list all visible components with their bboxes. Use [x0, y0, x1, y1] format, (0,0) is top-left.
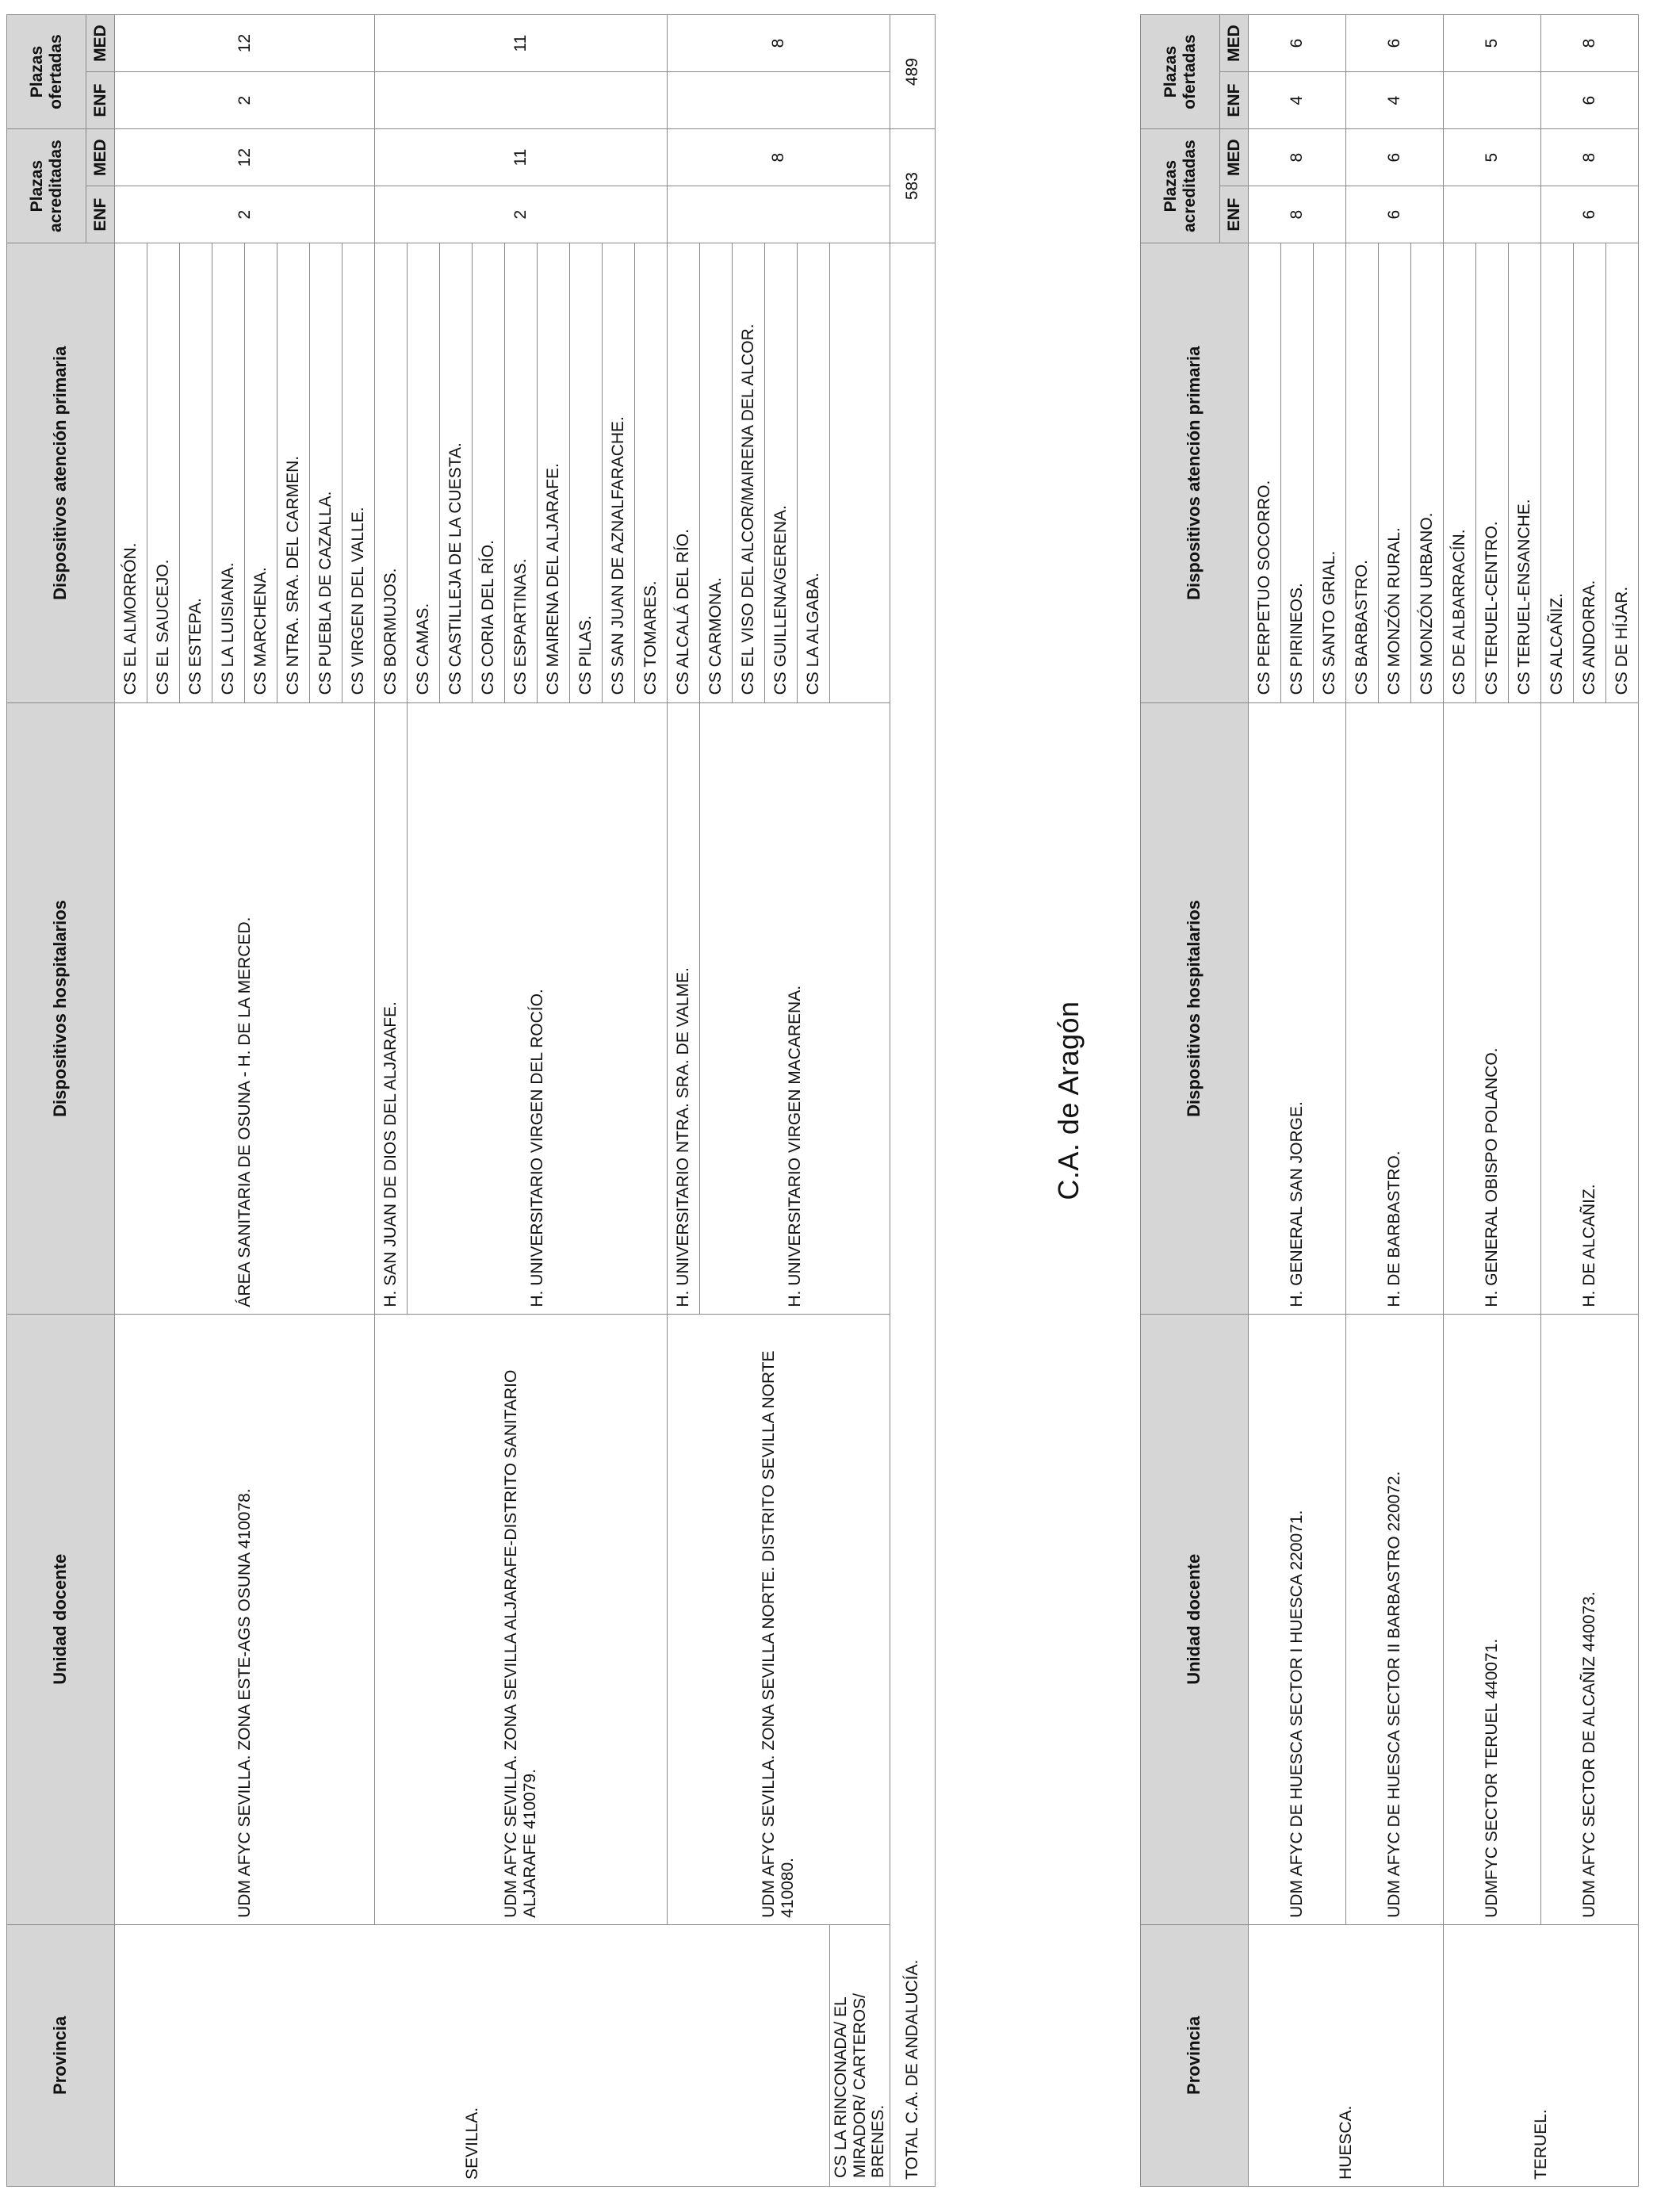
andalucia-section	[6, 14, 936, 2187]
cs-cell: CS LA ALGABA.	[798, 243, 830, 703]
cs-cell: CS MAIRENA DEL ALJARAFE.	[538, 243, 570, 703]
cs-cell: CS SANTO GRIAL.	[1314, 243, 1346, 703]
acr-med-cell: 12	[115, 129, 375, 186]
cs-cell: CS PIRINEOS.	[1281, 243, 1314, 703]
total-row	[890, 15, 935, 2187]
header-of-enf: ENF	[86, 72, 115, 129]
acr-enf-cell: 2	[375, 186, 668, 243]
cs-cell: CS GUILLENA/GERENA.	[765, 243, 798, 703]
table-row	[1541, 15, 1574, 2187]
cs-cell: CS SAN JUAN DE AZNALFARACHE.	[603, 243, 635, 703]
unidad-cell: UDM AFYC SEVILLA. ZONA SEVILLA NORTE. DISTRITO SEVILLA NORTE 410080.	[668, 1314, 890, 1924]
hospital-cell: ÁREA SANITARIA DE OSUNA - H. DE LA MERCED.	[115, 703, 375, 1314]
cs-cell: CS TERUEL-CENTRO.	[1476, 243, 1509, 703]
of-med-cell: 5	[1444, 15, 1541, 72]
table-row	[668, 15, 700, 2187]
cs-cell: CS EL VISO DEL ALCOR/MAIRENA DEL ALCOR.	[733, 243, 765, 703]
of-med-cell: 8	[1541, 15, 1639, 72]
hospital-cell: H. UNIVERSITARIO VIRGEN DEL ROCÍO.	[408, 703, 668, 1314]
acr-enf-cell	[1444, 186, 1541, 243]
total-acreditadas: 583	[890, 129, 935, 243]
cs-cell: CS CASTILLEJA DE LA CUESTA.	[440, 243, 473, 703]
header-primaria: Dispositivos atención primaria	[1141, 243, 1249, 703]
header-acr-enf: ENF	[86, 186, 115, 243]
acr-med-cell: 6	[1346, 129, 1444, 186]
cs-cell: CS MARCHENA.	[245, 243, 277, 703]
cs-cell: CS LA LUISIANA.	[212, 243, 245, 703]
andalucia-table	[6, 14, 936, 2187]
of-med-cell: 8	[668, 15, 890, 72]
acr-enf-cell: 8	[1249, 186, 1346, 243]
provincia-cell: HUESCA.	[1249, 1924, 1444, 2186]
unidad-cell: UDM AFYC SEVILLA. ZONA ESTE-AGS OSUNA 410078.	[115, 1314, 375, 1924]
header-provincia: Provincia	[7, 1924, 115, 2186]
cs-cell: CS CAMAS.	[408, 243, 440, 703]
header-of-med: MED	[86, 15, 115, 72]
hospital-cell: H. DE BARBASTRO.	[1346, 703, 1444, 1314]
hospital-cell: H. GENERAL OBISPO POLANCO.	[1444, 703, 1541, 1314]
cs-cell: CS ALCALÁ DEL RÍO.	[668, 243, 700, 703]
header-ofertadas: Plazas ofertadas	[7, 15, 86, 129]
cs-cell: CS EL ALMORRÓN.	[115, 243, 147, 703]
acr-enf-cell: 6	[1541, 186, 1639, 243]
cs-cell: CS EL SAUCEJO.	[147, 243, 180, 703]
cs-cell: CS MONZÓN RURAL.	[1379, 243, 1411, 703]
header-acreditadas: Plazas acreditadas	[1141, 129, 1220, 243]
header-acr-enf: ENF	[1220, 186, 1249, 243]
header-acreditadas: Plazas acreditadas	[7, 129, 86, 243]
of-med-cell: 6	[1249, 15, 1346, 72]
of-med-cell: 11	[375, 15, 668, 72]
of-enf-cell	[668, 72, 890, 129]
header-ofertadas: Plazas ofertadas	[1141, 15, 1220, 129]
of-enf-cell	[1444, 72, 1541, 129]
table-row	[1346, 15, 1379, 2187]
cs-cell: CS NTRA. SRA. DEL CARMEN.	[277, 243, 310, 703]
cs-cell: CS VIRGEN DEL VALLE.	[343, 243, 375, 703]
header-of-enf: ENF	[1220, 72, 1249, 129]
acr-enf-cell	[668, 186, 890, 243]
hospital-cell: H. SAN JUAN DE DIOS DEL ALJARAFE.	[375, 703, 408, 1314]
total-label: TOTAL C.A. DE ANDALUCÍA.	[890, 243, 935, 2187]
header-hospitalarios: Dispositivos hospitalarios	[7, 703, 115, 1314]
hospital-cell: H. DE ALCAÑIZ.	[1541, 703, 1639, 1314]
cs-cell: CS TERUEL-ENSANCHE.	[1509, 243, 1541, 703]
cs-cell: CS ANDORRA.	[1574, 243, 1606, 703]
header-of-med: MED	[1220, 15, 1249, 72]
cs-cell: CS LA RINCONADA/ EL MIRADOR/ CARTEROS/ BRENES.	[830, 1924, 890, 2186]
header-acr-med: MED	[86, 129, 115, 186]
total-ofertadas: 489	[890, 15, 935, 129]
unidad-cell: UDM AFYC SEVILLA. ZONA SEVILLA ALJARAFE-DISTRITO SANITARIO ALJARAFE 410079.	[375, 1314, 668, 1924]
aragon-title: C.A. de Aragón	[1052, 1001, 1085, 1200]
header-unidad: Unidad docente	[7, 1314, 115, 1924]
table-row	[375, 15, 408, 2187]
cs-cell: CS PUEBLA DE CAZALLA.	[310, 243, 343, 703]
acr-med-cell: 5	[1444, 129, 1541, 186]
unidad-cell: UDM AFYC DE HUESCA SECTOR I HUESCA 220071.	[1249, 1314, 1346, 1924]
cs-cell: CS TOMARES.	[635, 243, 668, 703]
cs-cell: CS CORIA DEL RÍO.	[473, 243, 505, 703]
cs-cell: CS DE ALBARRACÍN.	[1444, 243, 1476, 703]
provincia-cell: TERUEL.	[1444, 1924, 1639, 2186]
of-enf-cell: 2	[115, 72, 375, 129]
table-row	[1249, 15, 1281, 2187]
hospital-cell: H. UNIVERSITARIO NTRA. SRA. DE VALME.	[668, 703, 700, 1314]
acr-enf-cell: 6	[1346, 186, 1444, 243]
cs-cell: CS DE HÍJAR.	[1606, 243, 1639, 703]
acr-med-cell: 11	[375, 129, 668, 186]
acr-enf-cell: 2	[115, 186, 375, 243]
of-med-cell: 6	[1346, 15, 1444, 72]
of-med-cell: 12	[115, 15, 375, 72]
table-row	[115, 15, 147, 2187]
cs-cell: CS PILAS.	[570, 243, 603, 703]
unidad-cell: UDMFYC SECTOR TERUEL 440071.	[1444, 1314, 1541, 1924]
aragon-table	[1140, 14, 1639, 2187]
acr-med-cell: 8	[1541, 129, 1639, 186]
cs-cell: CS PERPETUO SOCORRO.	[1249, 243, 1281, 703]
provincia-cell: SEVILLA.	[115, 1924, 830, 2186]
header-provincia: Provincia	[1141, 1924, 1249, 2186]
of-enf-cell: 4	[1249, 72, 1346, 129]
acr-med-cell: 8	[1249, 129, 1346, 186]
of-enf-cell: 4	[1346, 72, 1444, 129]
hospital-cell: H. GENERAL SAN JORGE.	[1249, 703, 1346, 1314]
acr-med-cell: 8	[668, 129, 890, 186]
table-row	[1444, 15, 1476, 2187]
cs-cell: CS ESTEPA.	[180, 243, 212, 703]
cs-cell: CS ALCAÑIZ.	[1541, 243, 1574, 703]
hospital-cell: H. UNIVERSITARIO VIRGEN MACARENA.	[700, 703, 890, 1314]
cs-cell: CS CARMONA.	[700, 243, 733, 703]
unidad-cell: UDM AFYC SECTOR DE ALCAÑIZ 440073.	[1541, 1314, 1639, 1924]
of-enf-cell: 6	[1541, 72, 1639, 129]
cs-cell: CS BARBASTRO.	[1346, 243, 1379, 703]
header-acr-med: MED	[1220, 129, 1249, 186]
header-hospitalarios: Dispositivos hospitalarios	[1141, 703, 1249, 1314]
cs-cell: CS ESPARTINAS.	[505, 243, 538, 703]
cs-cell: CS BORMUJOS.	[375, 243, 408, 703]
aragon-section	[1140, 14, 1639, 2187]
header-primaria: Dispositivos atención primaria	[7, 243, 115, 703]
header-unidad: Unidad docente	[1141, 1314, 1249, 1924]
unidad-cell: UDM AFYC DE HUESCA SECTOR II BARBASTRO 220072.	[1346, 1314, 1444, 1924]
cs-cell: CS MONZÓN URBANO.	[1411, 243, 1444, 703]
of-enf-cell	[375, 72, 668, 129]
